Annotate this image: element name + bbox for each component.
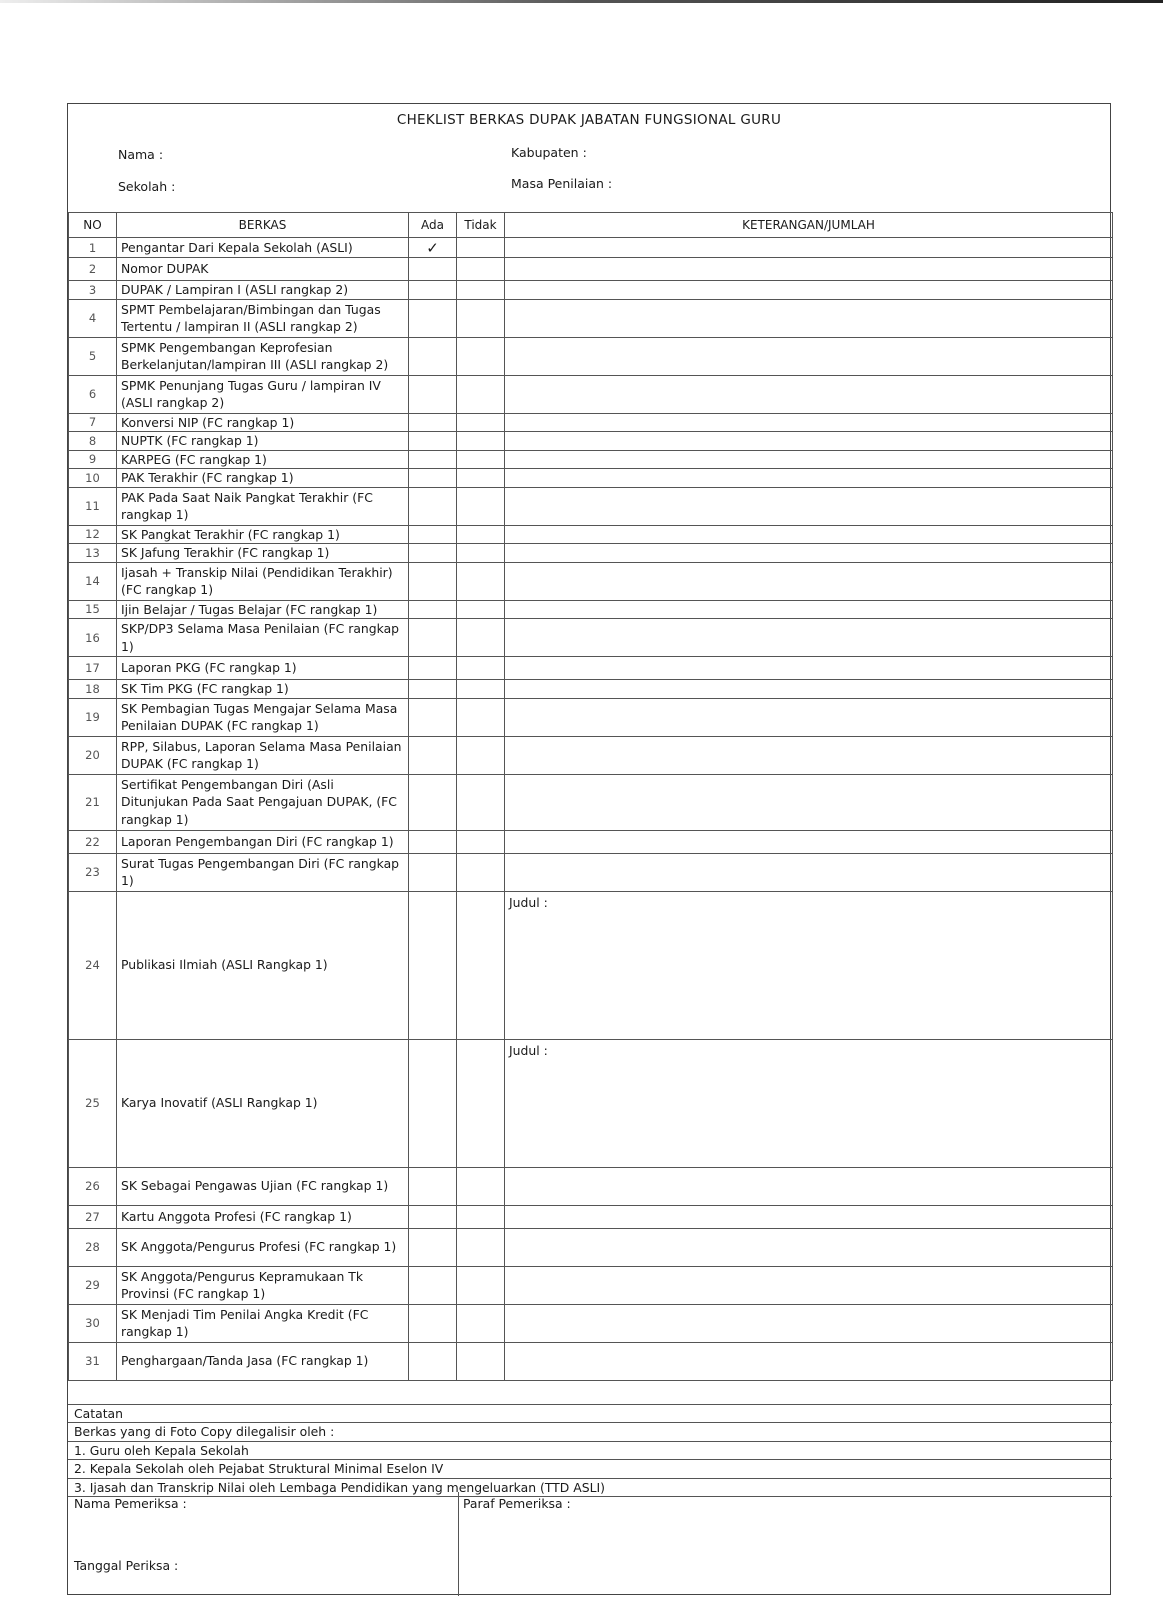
table-row <box>69 830 1113 853</box>
table-row <box>69 1205 1113 1228</box>
berkas-cell: Surat Tugas Pengembangan Diri (FC rangkap 1) <box>117 853 409 891</box>
table-row <box>69 736 1113 774</box>
berkas-cell: SPMK Penunjang Tugas Guru / lampiran IV (ASLI rangkap 2) <box>117 375 409 413</box>
row-number: 27 <box>69 1205 117 1228</box>
tidak-checkbox-cell[interactable] <box>457 736 505 774</box>
tidak-checkbox-cell[interactable] <box>457 487 505 525</box>
tidak-checkbox-cell[interactable] <box>457 450 505 469</box>
row-number: 2 <box>69 258 117 281</box>
berkas-cell: Ijin Belajar / Tugas Belajar (FC rangkap 1) <box>117 600 409 619</box>
row-number: 30 <box>69 1304 117 1342</box>
berkas-cell: SK Sebagai Pengawas Ujian (FC rangkap 1) <box>117 1167 409 1205</box>
table-row <box>69 238 1113 258</box>
ada-checkbox-cell[interactable] <box>409 853 457 891</box>
table-row <box>69 657 1113 680</box>
row-number: 13 <box>69 544 117 563</box>
berkas-cell: DUPAK / Lampiran I (ASLI rangkap 2) <box>117 281 409 300</box>
row-number: 9 <box>69 450 117 469</box>
keterangan-cell[interactable] <box>505 337 1113 375</box>
tidak-checkbox-cell[interactable] <box>457 657 505 680</box>
row-number: 25 <box>69 1039 117 1167</box>
nama-label: Nama : <box>118 147 164 162</box>
keterangan-cell[interactable] <box>505 1342 1113 1380</box>
table-row <box>69 1228 1113 1266</box>
berkas-cell: Ijasah + Transkip Nilai (Pendidikan Terakhir) (FC rangkap 1) <box>117 562 409 600</box>
keterangan-cell[interactable] <box>505 600 1113 619</box>
col-header-ada: Ada <box>409 213 457 238</box>
ada-checkbox-cell[interactable] <box>409 487 457 525</box>
ada-checkbox-cell[interactable] <box>409 375 457 413</box>
masa-penilaian-label: Masa Penilaian : <box>511 176 613 191</box>
berkas-cell: NUPTK (FC rangkap 1) <box>117 432 409 451</box>
table-row <box>69 698 1113 736</box>
col-header-keterangan: KETERANGAN/JUMLAH <box>505 213 1113 238</box>
keterangan-cell[interactable] <box>505 830 1113 853</box>
row-number: 6 <box>69 375 117 413</box>
col-header-tidak: Tidak <box>457 213 505 238</box>
keterangan-cell[interactable] <box>505 487 1113 525</box>
ada-checkbox-cell[interactable] <box>409 830 457 853</box>
ada-checkbox-cell[interactable] <box>409 469 457 488</box>
tidak-checkbox-cell[interactable] <box>457 1342 505 1380</box>
keterangan-cell[interactable] <box>505 432 1113 451</box>
berkas-cell: Laporan PKG (FC rangkap 1) <box>117 657 409 680</box>
notes-line: 1. Guru oleh Kepala Sekolah <box>68 1442 1112 1460</box>
ada-checkbox-cell[interactable] <box>409 698 457 736</box>
ada-checkbox-cell[interactable] <box>409 1228 457 1266</box>
table-row <box>69 1167 1113 1205</box>
ada-checkbox-cell[interactable] <box>409 1167 457 1205</box>
tidak-checkbox-cell[interactable] <box>457 1039 505 1167</box>
keterangan-cell[interactable] <box>505 619 1113 657</box>
table-row <box>69 1304 1113 1342</box>
row-number: 3 <box>69 281 117 300</box>
signature-section <box>68 1492 1112 1596</box>
tidak-checkbox-cell[interactable] <box>457 544 505 563</box>
page-title: CHEKLIST BERKAS DUPAK JABATAN FUNGSIONAL GURU <box>396 112 782 128</box>
berkas-cell: SK Anggota/Pengurus Profesi (FC rangkap 1) <box>117 1228 409 1266</box>
keterangan-cell[interactable] <box>505 1266 1113 1304</box>
berkas-cell: SK Anggota/Pengurus Kepramukaan Tk Provinsi (FC rangkap 1) <box>117 1266 409 1304</box>
examiner-box <box>68 1492 459 1596</box>
tidak-checkbox-cell[interactable] <box>457 432 505 451</box>
table-row <box>69 525 1113 544</box>
table-row <box>69 413 1113 432</box>
ada-checkbox-cell[interactable] <box>409 525 457 544</box>
table-row <box>69 450 1113 469</box>
ada-checkbox-cell[interactable] <box>409 432 457 451</box>
keterangan-cell[interactable] <box>505 1304 1113 1342</box>
tidak-checkbox-cell[interactable] <box>457 830 505 853</box>
ada-checkbox-cell[interactable] <box>409 544 457 563</box>
col-header-berkas: BERKAS <box>117 213 409 238</box>
tidak-checkbox-cell[interactable] <box>457 1167 505 1205</box>
keterangan-cell[interactable]: Judul : <box>505 1039 1113 1167</box>
table-row <box>69 562 1113 600</box>
table-row <box>69 299 1113 337</box>
berkas-cell: Pengantar Dari Kepala Sekolah (ASLI) <box>117 238 409 258</box>
berkas-cell: SPMK Pengembangan Keprofesian Berkelanjutan/lampiran III (ASLI rangkap 2) <box>117 337 409 375</box>
keterangan-cell[interactable] <box>505 698 1113 736</box>
notes-section <box>68 1404 1112 1497</box>
tanggal-periksa-label: Tanggal Periksa : <box>74 1558 179 1573</box>
tidak-checkbox-cell[interactable] <box>457 1205 505 1228</box>
keterangan-cell[interactable] <box>505 375 1113 413</box>
row-number: 31 <box>69 1342 117 1380</box>
row-number: 26 <box>69 1167 117 1205</box>
berkas-cell: Nomor DUPAK <box>117 258 409 281</box>
row-number: 8 <box>69 432 117 451</box>
keterangan-cell[interactable] <box>505 469 1113 488</box>
table-row <box>69 432 1113 451</box>
berkas-cell: SK Pembagian Tugas Mengajar Selama Masa Penilaian DUPAK (FC rangkap 1) <box>117 698 409 736</box>
table-row <box>69 544 1113 563</box>
row-number: 1 <box>69 238 117 258</box>
table-row <box>69 337 1113 375</box>
table-row <box>69 853 1113 891</box>
table-row <box>69 375 1113 413</box>
tidak-checkbox-cell[interactable] <box>457 258 505 281</box>
row-number: 5 <box>69 337 117 375</box>
berkas-cell: Laporan Pengembangan Diri (FC rangkap 1) <box>117 830 409 853</box>
table-row <box>69 281 1113 300</box>
row-number: 7 <box>69 413 117 432</box>
table-row <box>69 1342 1113 1380</box>
tidak-checkbox-cell[interactable] <box>457 281 505 300</box>
keterangan-cell[interactable]: Judul : <box>505 891 1113 1039</box>
tidak-checkbox-cell[interactable] <box>457 619 505 657</box>
ada-checkbox-cell[interactable] <box>409 619 457 657</box>
tidak-checkbox-cell[interactable] <box>457 680 505 699</box>
checklist-table <box>68 212 1113 1381</box>
row-number: 24 <box>69 891 117 1039</box>
tidak-checkbox-cell[interactable] <box>457 698 505 736</box>
berkas-cell: SK Pangkat Terakhir (FC rangkap 1) <box>117 525 409 544</box>
berkas-cell: PAK Terakhir (FC rangkap 1) <box>117 469 409 488</box>
tidak-checkbox-cell[interactable] <box>457 469 505 488</box>
table-row <box>69 487 1113 525</box>
ada-checkbox-cell[interactable] <box>409 600 457 619</box>
tidak-checkbox-cell[interactable] <box>457 853 505 891</box>
tidak-checkbox-cell[interactable] <box>457 600 505 619</box>
keterangan-cell[interactable] <box>505 680 1113 699</box>
table-row <box>69 1266 1113 1304</box>
ada-checkbox-cell[interactable] <box>409 657 457 680</box>
table-row <box>69 891 1113 1039</box>
kabupaten-label: Kabupaten : <box>511 145 587 160</box>
row-number: 23 <box>69 853 117 891</box>
row-number: 29 <box>69 1266 117 1304</box>
table-row <box>69 680 1113 699</box>
berkas-cell: Kartu Anggota Profesi (FC rangkap 1) <box>117 1205 409 1228</box>
tidak-checkbox-cell[interactable] <box>457 375 505 413</box>
berkas-cell: Sertifikat Pengembangan Diri (Asli Ditunjukan Pada Saat Pengajuan DUPAK, (FC rangkap 1) <box>117 774 409 830</box>
tidak-checkbox-cell[interactable] <box>457 891 505 1039</box>
row-number: 20 <box>69 736 117 774</box>
row-number: 4 <box>69 299 117 337</box>
tidak-checkbox-cell[interactable] <box>457 562 505 600</box>
checklist-sheet <box>67 103 1111 1595</box>
berkas-cell: SK Menjadi Tim Penilai Angka Kredit (FC rangkap 1) <box>117 1304 409 1342</box>
berkas-cell: SK Jafung Terakhir (FC rangkap 1) <box>117 544 409 563</box>
tidak-checkbox-cell[interactable] <box>457 1228 505 1266</box>
keterangan-cell[interactable] <box>505 562 1113 600</box>
ada-checkbox-cell[interactable] <box>409 299 457 337</box>
ada-checkbox-cell[interactable] <box>409 562 457 600</box>
keterangan-cell[interactable] <box>505 1167 1113 1205</box>
tidak-checkbox-cell[interactable] <box>457 1266 505 1304</box>
table-row <box>69 619 1113 657</box>
notes-line: 2. Kepala Sekolah oleh Pejabat Struktural Minimal Eselon IV <box>68 1460 1112 1478</box>
row-number: 18 <box>69 680 117 699</box>
row-number: 28 <box>69 1228 117 1266</box>
tidak-checkbox-cell[interactable] <box>457 238 505 258</box>
row-number: 14 <box>69 562 117 600</box>
berkas-cell: SKP/DP3 Selama Masa Penilaian (FC rangkap 1) <box>117 619 409 657</box>
keterangan-cell[interactable] <box>505 736 1113 774</box>
notes-line: 3. Ijasah dan Transkrip Nilai oleh Lembaga Pendidikan yang mengeluarkan (TTD ASLI) <box>68 1479 1112 1497</box>
ada-checkbox-cell[interactable] <box>409 891 457 1039</box>
row-number: 15 <box>69 600 117 619</box>
keterangan-cell[interactable] <box>505 1228 1113 1266</box>
ada-checkbox-cell[interactable] <box>409 774 457 830</box>
berkas-cell: PAK Pada Saat Naik Pangkat Terakhir (FC rangkap 1) <box>117 487 409 525</box>
berkas-cell: Konversi NIP (FC rangkap 1) <box>117 413 409 432</box>
keterangan-cell[interactable] <box>505 450 1113 469</box>
paraf-pemeriksa-label: Paraf Pemeriksa : <box>463 1496 571 1511</box>
row-number: 17 <box>69 657 117 680</box>
ada-checkbox-cell[interactable] <box>409 1205 457 1228</box>
scan-edge <box>0 0 1163 3</box>
keterangan-cell[interactable] <box>505 281 1113 300</box>
ada-checkbox-cell[interactable] <box>409 258 457 281</box>
ada-checkbox-cell[interactable] <box>409 450 457 469</box>
notes-heading: Catatan <box>68 1404 1112 1423</box>
table-row <box>69 1039 1113 1167</box>
tidak-checkbox-cell[interactable] <box>457 525 505 544</box>
ada-checkbox-cell[interactable] <box>409 337 457 375</box>
paraf-box <box>459 1492 1112 1596</box>
row-number: 11 <box>69 487 117 525</box>
ada-checkbox-cell[interactable] <box>409 413 457 432</box>
row-number: 21 <box>69 774 117 830</box>
tidak-checkbox-cell[interactable] <box>457 413 505 432</box>
keterangan-cell[interactable] <box>505 299 1113 337</box>
berkas-cell: SK Tim PKG (FC rangkap 1) <box>117 680 409 699</box>
sekolah-label: Sekolah : <box>118 179 176 194</box>
ada-checkbox-cell[interactable] <box>409 680 457 699</box>
berkas-cell: SPMT Pembelajaran/Bimbingan dan Tugas Tertentu / lampiran II (ASLI rangkap 2) <box>117 299 409 337</box>
tidak-checkbox-cell[interactable] <box>457 774 505 830</box>
table-row <box>69 600 1113 619</box>
keterangan-cell[interactable] <box>505 544 1113 563</box>
berkas-cell: RPP, Silabus, Laporan Selama Masa Penilaian DUPAK (FC rangkap 1) <box>117 736 409 774</box>
ada-checkbox-cell[interactable] <box>409 281 457 300</box>
row-number: 16 <box>69 619 117 657</box>
ada-checkbox-cell[interactable] <box>409 1039 457 1167</box>
ada-checkbox-cell[interactable] <box>409 736 457 774</box>
ada-checkbox-cell[interactable] <box>409 1304 457 1342</box>
keterangan-cell[interactable] <box>505 853 1113 891</box>
tidak-checkbox-cell[interactable] <box>457 1304 505 1342</box>
keterangan-cell[interactable] <box>505 413 1113 432</box>
row-number: 22 <box>69 830 117 853</box>
row-number: 19 <box>69 698 117 736</box>
col-header-no: NO <box>69 213 117 238</box>
berkas-cell: Penghargaan/Tanda Jasa (FC rangkap 1) <box>117 1342 409 1380</box>
table-row <box>69 258 1113 281</box>
tidak-checkbox-cell[interactable] <box>457 337 505 375</box>
keterangan-cell[interactable] <box>505 258 1113 281</box>
tidak-checkbox-cell[interactable] <box>457 299 505 337</box>
keterangan-cell[interactable] <box>505 657 1113 680</box>
notes-line: Berkas yang di Foto Copy dilegalisir oleh : <box>68 1423 1112 1441</box>
keterangan-cell[interactable] <box>505 1205 1113 1228</box>
berkas-cell: KARPEG (FC rangkap 1) <box>117 450 409 469</box>
berkas-cell: Publikasi Ilmiah (ASLI Rangkap 1) <box>117 891 409 1039</box>
row-number: 10 <box>69 469 117 488</box>
keterangan-cell[interactable] <box>505 238 1113 258</box>
row-number: 12 <box>69 525 117 544</box>
table-row <box>69 469 1113 488</box>
ada-checkbox-cell[interactable] <box>409 1342 457 1380</box>
berkas-cell: Karya Inovatif (ASLI Rangkap 1) <box>117 1039 409 1167</box>
keterangan-cell[interactable] <box>505 525 1113 544</box>
table-row <box>69 774 1113 830</box>
nama-pemeriksa-label: Nama Pemeriksa : <box>74 1496 187 1511</box>
keterangan-cell[interactable] <box>505 774 1113 830</box>
table-header-row <box>69 213 1113 238</box>
ada-checkbox-cell[interactable] <box>409 1266 457 1304</box>
ada-checkbox-cell[interactable]: ✓ <box>409 238 457 258</box>
